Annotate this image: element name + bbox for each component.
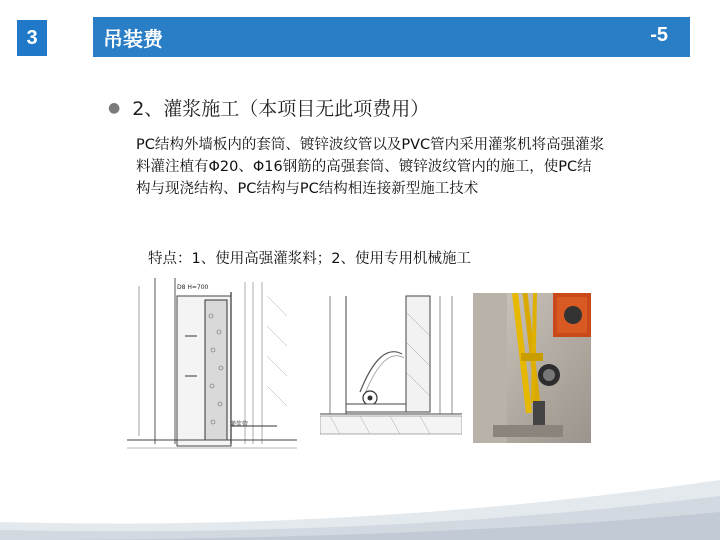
bullet-item [108,94,429,121]
title-bar [93,17,690,57]
bottom-decoration [0,460,720,540]
grouting-section-drawing [127,276,297,452]
section-number-badge: 3 [17,20,47,56]
drawing-label-top: D8 H=700 [177,284,209,291]
features-line: 特点：1、使用高强灌浆料；2、使用专用机械施工 [148,251,471,267]
grouting-equipment-photo [473,293,591,443]
drawing-label-side: 灌浆管 [230,421,249,428]
bullet-dot-icon: ● [108,99,121,116]
bullet-text: 2、灌浆施工（本项目无此项费用） [132,98,430,120]
grouting-machine-drawing [320,292,462,437]
page-title: 吊装费 [103,27,163,51]
page-number: -5 [650,24,668,46]
description-paragraph: PC结构外墙板内的套筒、镀锌波纹管以及PVC管内采用灌浆机将高强灌浆料灌注植有Φ20、Φ16钢筋的高强套筒、镀锌波纹管内的施工，使PC结构与现浇结构、PC结构与PC结构相连接新型施工技术 [136,137,605,197]
